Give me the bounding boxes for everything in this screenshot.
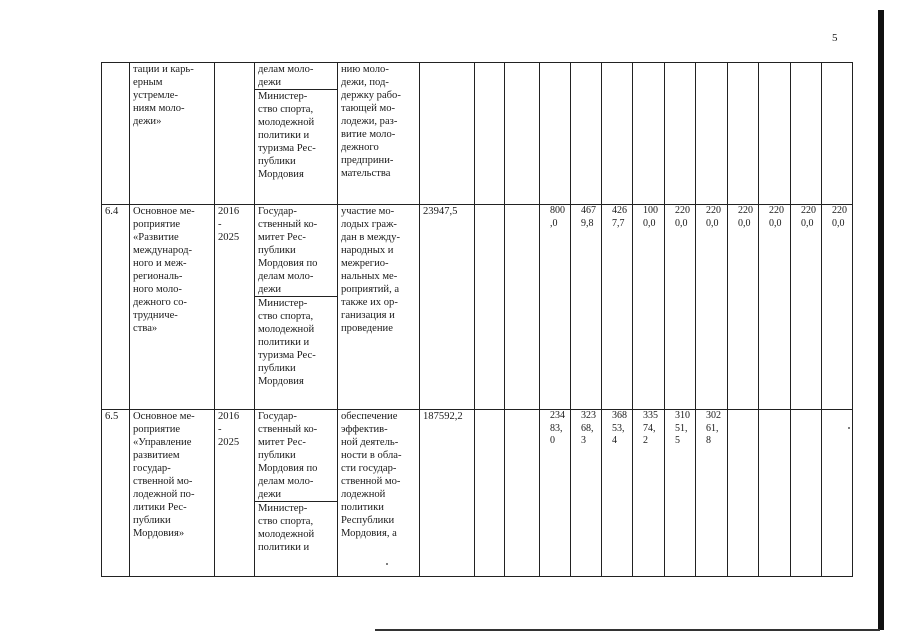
year-funding-cell [633,63,665,205]
period-cell [215,63,255,205]
executor-entry: Министер- ство спорта, молодежной политики и туризма Рес- публики Мордовия [258,91,316,180]
item-number-cell: 6.4 [102,205,130,410]
year-funding-cell: 100 0,0 [633,205,665,410]
year-funding-cell [571,63,602,205]
expected-result-cell: участие мо- лодых граж- дан в между- народных и межрегио- нальных ме- роприятий, а также их ор- ганизация и проведение [338,205,420,410]
scan-bottom-line [375,629,880,631]
year-funding-cell [665,63,696,205]
item-number-cell: 6.5 [102,410,130,577]
year-funding-cell [696,63,728,205]
period-cell: 2016 - 2025 [215,410,255,577]
year-funding-cell: 368 53, 4 [602,410,633,577]
executor-entry: Государ- ственный ко- митет Рес- публики Мордовия по делам моло- дежи [255,410,337,502]
year-funding-cell: 302 61, 8 [696,410,728,577]
total-funding-cell [420,63,475,205]
year-funding-cell: 220 0,0 [665,205,696,410]
table-row [102,410,853,577]
year-funding-cell: 800 ,0 [540,205,571,410]
year-funding-cell: 426 7,7 [602,205,633,410]
executor-entry: Государ- ственный ко- митет Рес- публики Мордовия по делам моло- дежи [255,205,337,297]
table-row [102,63,853,205]
total-funding-cell: 23947,5 [420,205,475,410]
year-funding-cell [759,410,791,577]
page-number: 5 [832,32,838,44]
year-funding-cell: 220 0,0 [759,205,791,410]
executor-entry: Министер- ство спорта, молодежной политики и [258,503,315,553]
year-funding-cell [505,410,540,577]
total-funding-cell: 187592,2 [420,410,475,577]
year-funding-cell [475,205,505,410]
year-funding-cell: 220 0,0 [822,205,853,410]
year-funding-cell [505,205,540,410]
year-funding-cell [822,63,853,205]
year-funding-cell [728,63,759,205]
year-funding-cell [475,63,505,205]
measure-name-cell: тации и карь- ерным устремле- ниям моло- дежи» [130,63,215,205]
program-table [101,62,853,577]
expected-result-cell: обеспечение эффектив- ной деятель- ности в обла- сти государ- ственной мо- лодежной политики Республики Мордовия, а [338,410,420,577]
period-cell: 2016 - 2025 [215,205,255,410]
year-funding-cell: 234 83, 0 [540,410,571,577]
executor-entry: делам моло- дежи [255,63,337,90]
scan-edge-bar [878,10,884,630]
year-funding-cell [602,63,633,205]
executors-cell [255,205,338,410]
measure-name-cell: Основное ме- роприятие «Управление развитием государ- ственной мо- лодежной по- литики Рес- публики Мордовия» [130,410,215,577]
year-funding-cell [505,63,540,205]
year-funding-cell [728,410,759,577]
year-funding-cell: 220 0,0 [696,205,728,410]
executor-entry: Министер- ство спорта, молодежной политики и туризма Рес- публики Мордовия [258,298,316,387]
year-funding-cell: 335 74, 2 [633,410,665,577]
executors-cell [255,63,338,205]
item-number-cell [102,63,130,205]
year-funding-cell [791,63,822,205]
year-funding-cell: 220 0,0 [728,205,759,410]
year-funding-cell [475,410,505,577]
year-funding-cell: 467 9,8 [571,205,602,410]
year-funding-cell [540,63,571,205]
table-row [102,205,853,410]
year-funding-cell: 310 51, 5 [665,410,696,577]
year-funding-cell [759,63,791,205]
year-funding-cell: 220 0,0 [791,205,822,410]
year-funding-cell [822,410,853,577]
year-funding-cell: 323 68, 3 [571,410,602,577]
executors-cell [255,410,338,577]
measure-name-cell: Основное ме- роприятие «Развитие международ- ного и меж- региональ- ного моло- дежного со- трудниче- ства» [130,205,215,410]
year-funding-cell [791,410,822,577]
expected-result-cell: нию моло- дежи, под- держку рабо- тающей мо- лодежи, раз- витие моло- дежного предприни- мательства [338,63,420,205]
